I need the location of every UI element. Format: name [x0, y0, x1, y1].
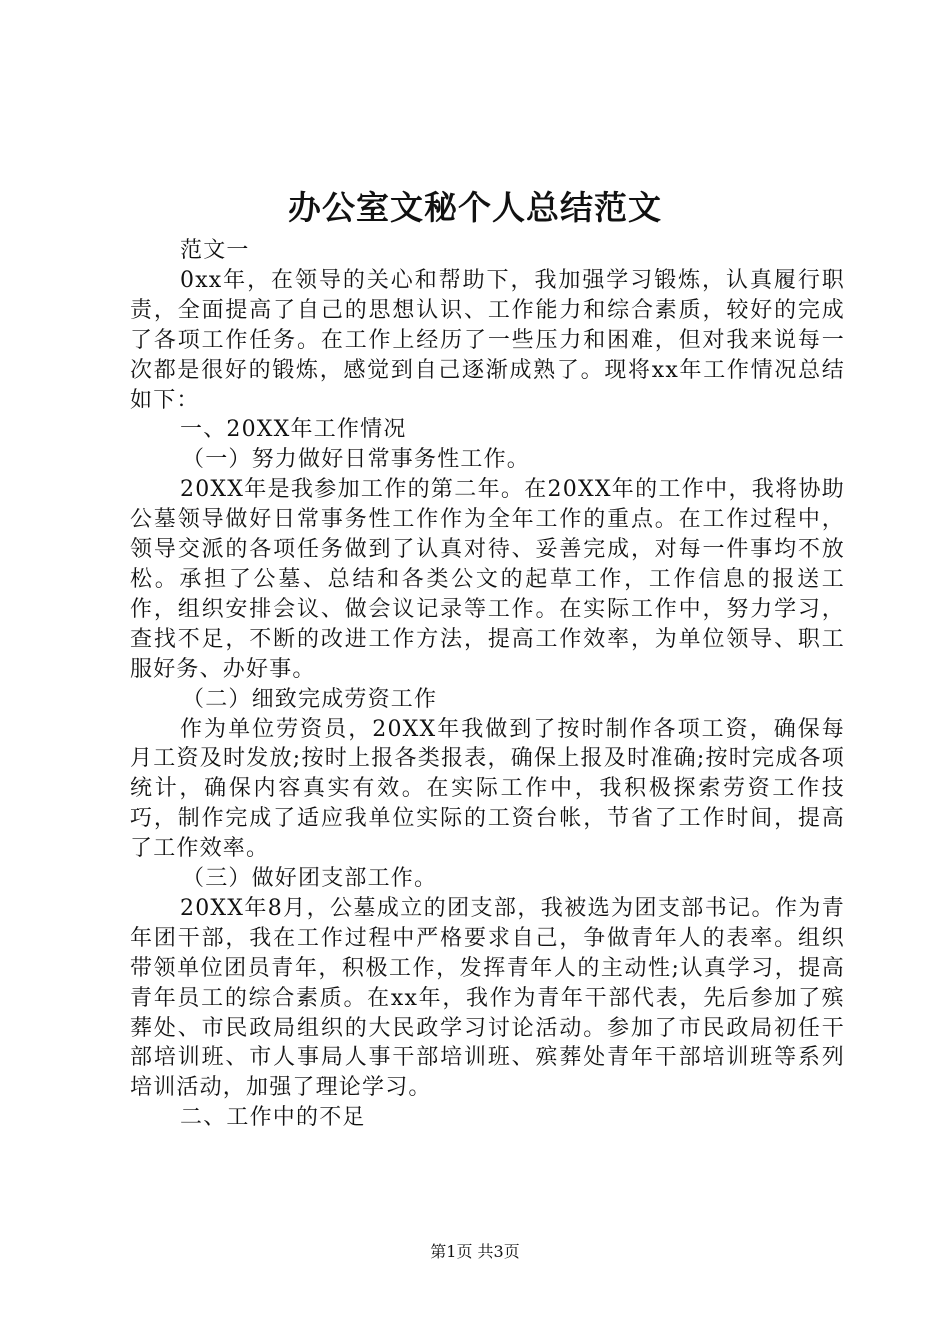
document-title: 办公室文秘个人总结范文 — [288, 188, 662, 227]
subsection-heading-youth-league: （三）做好团支部工作。 — [182, 866, 438, 892]
paragraph-intro: 0xx年，在领导的关心和帮助下，我加强学习锻炼，认真履行职责，全面提高了自己的思想认识、工作能力和综合素质，较好的完成了各项工作任务。在工作上经历了一些压力和困难，但对我来说每一次都是很好的锻炼，感觉到自己逐渐成熟了。现将xx年工作情况总结如下： — [130, 267, 845, 413]
paragraph-daily-affairs: 20XX年是我参加工作的第二年。在20XX年的工作中，我将协助公墓领导做好日常事务性工作作为全年工作的重点。在工作过程中，领导交派的各项任务做到了认真对待、妥善完成，对每一件事均不放松。承担了公墓、总结和各类公文的起草工作，工作信息的报送工作，组织安排会议、做会议记录等工作。在实际工作中，努力学习，查找不足，不断的改进工作方法，提高工作效率，为单位领导、职工服好务、办好事。 — [130, 477, 845, 682]
page-number-footer: 第1页 共3页 — [430, 1242, 520, 1261]
paragraph-labor-wages: 作为单位劳资员，20XX年我做到了按时制作各项工资，确保每月工资及时发放;按时上报各类报表，确保上报及时准确;按时完成各项统计，确保内容真实有效。在实际工作中，我积极探索劳资工作技巧，制作完成了适应我单位实际的工资台帐，节省了工作时间，提高了工作效率。 — [130, 716, 845, 862]
paragraph-youth-league: 20XX年8月，公墓成立的团支部，我被选为团支部书记。作为青年团干部，我在工作过程中严格要求自己，争做青年人的表率。组织带领单位团员青年，积极工作，发挥青年人的主动性;认真学习，提高青年员工的综合素质。在xx年，我作为青年干部代表，先后参加了殡葬处、市民政局组织的大民政学习讨论活动。参加了市民政局初任干部培训班、市人事局人事干部培训班、殡葬处青年干部培训班等系列培训活动，加强了理论学习。 — [130, 895, 845, 1101]
document-body — [130, 236, 845, 1133]
section-heading-work-status: 一、20XX年工作情况 — [180, 417, 407, 443]
subsection-heading-daily-affairs: （一）努力做好日常事务性工作。 — [182, 447, 531, 473]
subsection-heading-labor-wages: （二）细致完成劳资工作 — [182, 686, 438, 712]
paragraph-heading-sample-one: 范文一 — [180, 238, 250, 263]
section-heading-shortcomings: 二、工作中的不足 — [180, 1105, 366, 1131]
